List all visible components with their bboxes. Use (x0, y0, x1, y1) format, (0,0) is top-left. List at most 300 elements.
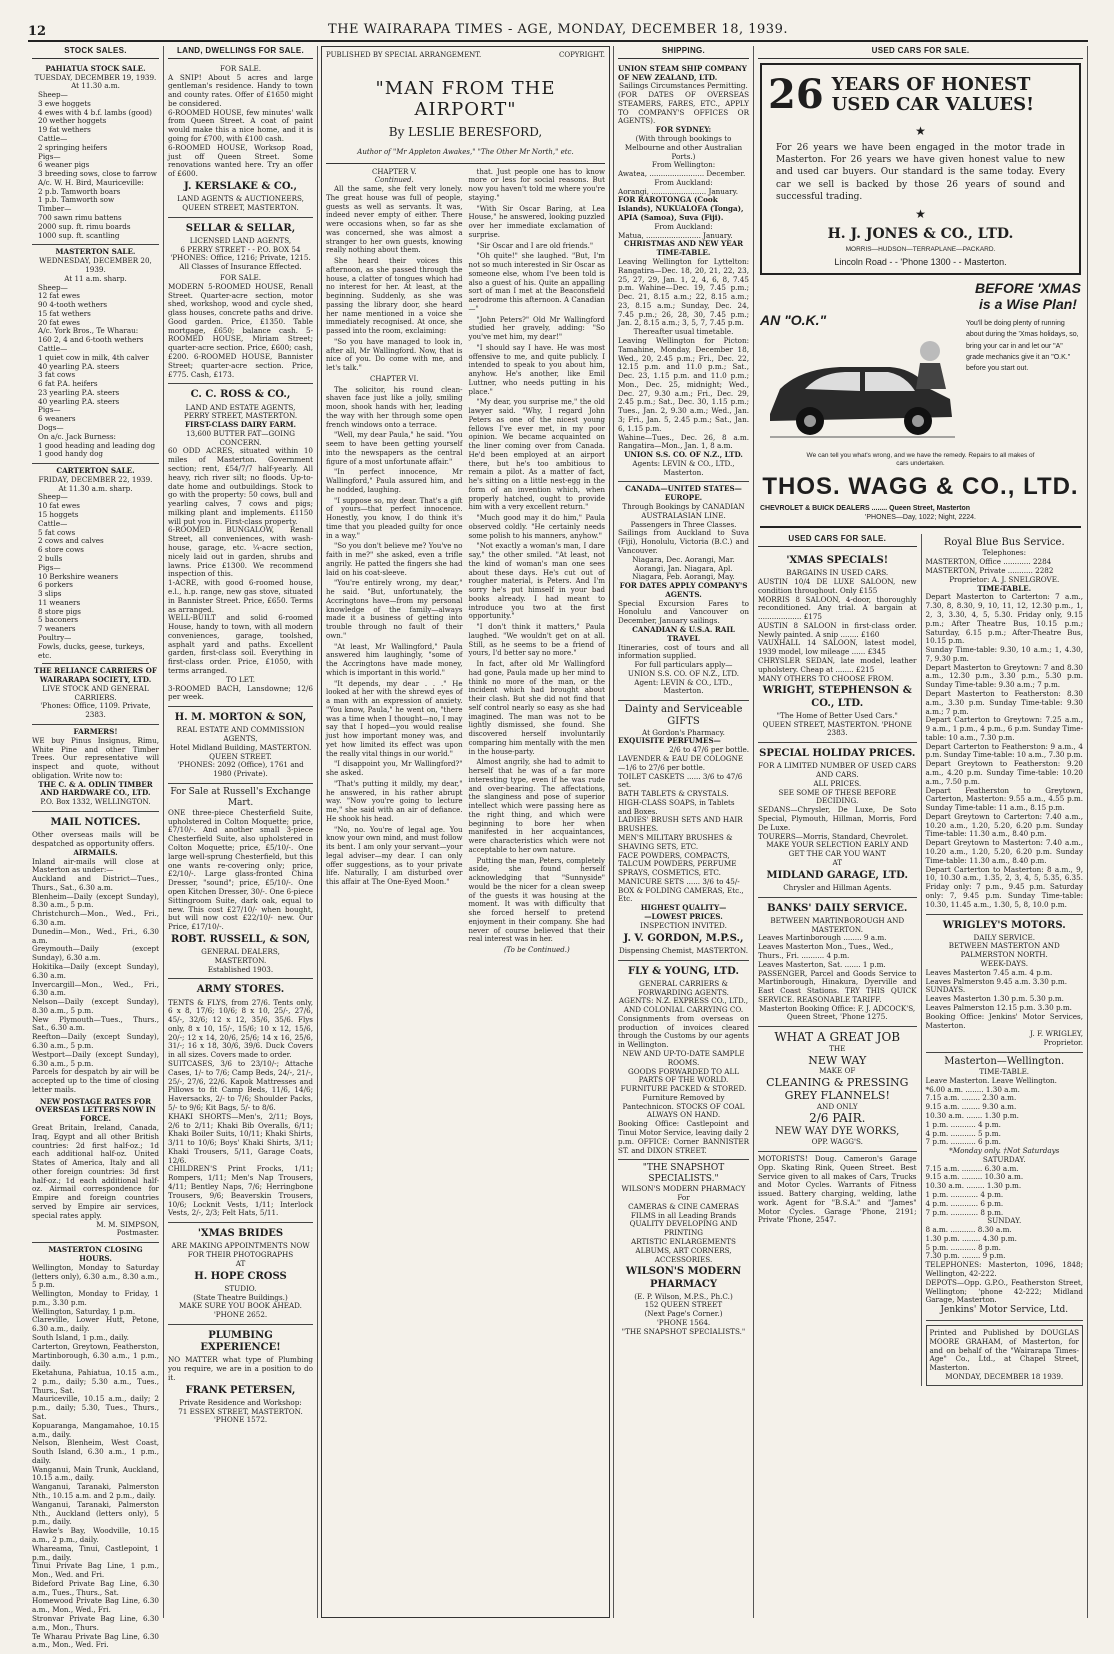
lot-item: Pigs— (38, 151, 61, 161)
lot-item: 40 yearling P.A. steers (38, 396, 120, 406)
ad-date: TUESDAY, DECEMBER 19, 1939. (34, 72, 157, 82)
story-byline: By LESLIE BERESFORD, (388, 125, 543, 140)
ad-footer: Jenkins' Motor Service, Ltd. (940, 1305, 1069, 1316)
pahiatua-sale-ad (32, 62, 159, 246)
mw-row: *6.00 a.m. ........ 1.30 a.m. (925, 1084, 1020, 1094)
ad-title: PLUMBING EXPERIENCE! (200, 1329, 281, 1354)
gift-item: LADIES' BRUSH SETS AND HAIR BRUSHES. (618, 815, 743, 834)
lot-item: 4 ewes with 4 b.f. lambs (good) (38, 107, 152, 117)
story-columns (326, 163, 605, 955)
ad-line: MAKE YOUR SELECTION EARLY AND GET THE CAR YOU WANT (766, 840, 909, 859)
ad-body: KHAKI SHORTS—Men's, 2/11; Boys, 2/6 to 2/11; Khaki Bib Overalls, 6/11; Khaki Boiler Suits, 10/11; Khaki Shirts, 3/11 to 10/6; Boys' Khaki Shirts, 3/11; Khaki Trousers, 5/11, Garage Coats, 12/6. (168, 1111, 313, 1165)
ad-booking: Masterton Booking Office: F. J. ADCOCK'S, Queen Street, 'Phone 1275. (759, 1003, 916, 1022)
ad-line: AT (832, 857, 843, 867)
ad-tell: We can tell you what's wrong, and we have the remedy. Repairs to all makes of cars undertaken. (806, 452, 1035, 468)
timetable-row: Sunday Time-table: 9.30, 10 a.m.; 1, 4.30, 7, 9.30 p.m. (925, 645, 1083, 663)
lot-list (32, 91, 159, 240)
story-paragraph: "I suppose so, my dear. That's a gift of yours—that perfect innocence. Honestly, you know, I do think it's time that you pleaded guilty for once in a way." (326, 496, 463, 540)
ad-proprietor: Proprietor: A. J. SNELGROVE. (949, 574, 1060, 584)
reliance-title: THE RELIANCE CARRIERS OF WAIRARAPA SOCIETY, LTD. (34, 666, 157, 685)
mail-item: Blenheim—Daily (except Sunday), 8.30 a.m., 5 p.m. (32, 891, 159, 910)
sun-row: 7.30 p.m. ........ 9 p.m. (925, 1251, 1006, 1261)
ad-body: Booking Office: Castlepoint and Tinui Motor Service, leaving daily 2 p.m. OFFICE: Corner BANNISTER ST. and DIXON STREET. (618, 1119, 749, 1155)
jones-ad (760, 63, 1081, 276)
snap-item: CAMERAS & CINE CAMERAS (628, 1201, 739, 1211)
ad-title: WRIGLEY'S MOTORS. (942, 919, 1066, 931)
listing: 1-ACRE, with good 6-roomed house, e.l., h.p. range, new gas stove, situated in Bannister Street. Price, £650. Terms as arranged. (168, 578, 313, 614)
dealer-sub: Chrysler and Hillman Agents. (783, 882, 892, 892)
ad-firm: THE C. & A. ODLIN TIMBER AND HARDWARE CO., LTD. (38, 779, 153, 798)
column-shipping (614, 46, 754, 1618)
timetable-row: Depart Masterton to Greytown: 7 and 8.30 a.m., 12.30 p.m., 3.30 p.m., 5.30 p.m. Sunday Time-table: 9.30 a.m.; 7 p.m. (925, 662, 1083, 690)
lot-item: A/c. York Bros., Te Wharau: (38, 326, 139, 336)
lot-item: 5 fat cows (38, 527, 76, 537)
russell-ad (168, 784, 313, 979)
pharmacy-address: 152 QUEEN STREET (644, 1300, 723, 1310)
agent-sub: REAL ESTATE AND COMMISSION AGENTS, (176, 725, 305, 744)
dealer-address: QUEEN STREET, MASTERTON. 'PHONE 2383. (762, 719, 912, 738)
ad-at: AT (235, 1258, 246, 1268)
postage-title: NEW POSTAGE RATES FOR OVERSEAS LETTERS NOW IN FORCE. (35, 1096, 156, 1124)
closing-item: Wanganui, Main Trunk, Auckland, 10.15 a.m., daily. (32, 1464, 159, 1483)
lot-item: 1 quiet cow in milk, 4th calver (38, 352, 149, 362)
section-heading: SHIPPING. (618, 46, 749, 59)
sun-row: 5 p.m. ........... 8 p.m. (925, 1242, 1001, 1252)
lot-item: 2 springing heifers (38, 142, 108, 152)
from-label: From Wellington: (651, 160, 716, 170)
listing: 3-ROOMED BACH, Lansdowne; 12/6 per week. (168, 683, 313, 702)
closing-hours (32, 1243, 159, 1654)
ad-title: Royal Blue Bus Service. (943, 537, 1065, 549)
story-paragraphs (326, 185, 463, 373)
pharmacy-next: (Next Page's Corner.) (644, 1309, 723, 1319)
mail-item: Dunedin—Mon., Wed., Fri., 6.30 a.m. (32, 926, 159, 945)
story-paragraph: that. Just people one has to know more or less for social reasons. But now you haven't told me where you're staying." (468, 167, 605, 202)
dealer-phones: 'PHONES—Day, 1022; Night, 2224. (865, 513, 976, 521)
closing-item: Wellington, Saturday, 1 p.m. (32, 1306, 136, 1316)
ad-title: PAHIATUA STOCK SALE. (45, 63, 146, 73)
lot-list (32, 284, 159, 460)
ad-note: *Monday only. †Not Saturdays (949, 1146, 1060, 1156)
closing-item: Te Wharau Private Bag Line, 6.30 a.m., Mon., Wed. Fri. (32, 1631, 159, 1650)
lot-item: Cattle— (38, 343, 68, 353)
snap-item: QUALITY DEVELOPING AND PRINTING (629, 1219, 738, 1238)
midland-ad (758, 743, 917, 898)
xmas-brides-ad (168, 1223, 313, 1325)
agent-name: SELLAR & SELLAR, (185, 222, 296, 234)
farmers-ad (32, 725, 159, 812)
tel-row: MASTERTON, Office ............ 2284 (925, 557, 1052, 567)
agent-address: 6 PERRY STREET - - P.O. BOX 54 (180, 244, 301, 254)
sellar-ad (168, 218, 313, 385)
mail-intro: Other overseas mails will be despatched as opportunity offers. (32, 830, 159, 848)
timetable-text: Leaving Wellington for Lyttelton: Rangatira—Dec. 18, 20, 21, 22, 23, 25, 27, 29, Jan. 1, 2, 4, 6, 8, 7.45 p.m. Wahine—Dec. 19, 7.45 p.m.; Dec. 21, 8.15 a.m.; 22, 8.15 a.m.; 23, 8.15 a.m.; Sunday, Dec. 24, 7.45 p.m.; 26, 28, 30, 7.45 p.m.; Jan. 2, 8.15 a.m.; 3, 5, 7, 7.45 p.m. (618, 256, 749, 328)
banks-row: Leaves Masterton Mon., Tues., Wed., Thurs., Fri. .......... 4 p.m. (758, 942, 894, 960)
banks-row: Leaves Martinborough ........ 9 a.m. (758, 933, 887, 943)
years-number: 26 (768, 70, 824, 118)
agent-address: Hotel Midland Building, MASTERTON. QUEEN STREET. (169, 742, 312, 761)
ad-line: CLEANING & PRESSING GREY FLANNELS! (766, 1075, 909, 1103)
sat-rows (926, 1165, 1084, 1218)
rail-text: Itineraries, cost of tours and all information supplied. (618, 642, 749, 661)
agent-phone: 'PHONES: Office, 1216; Private, 1215. (170, 253, 311, 263)
lot-item: 10 Berkshire weaners (38, 571, 119, 581)
sun-rows (926, 1226, 1084, 1261)
masterton-sale-ad (32, 245, 159, 464)
rail-text: For full particulars apply— (634, 660, 733, 670)
mw-row: 7 p.m. ........... 6 p.m. (925, 1137, 1001, 1147)
ad-sig-role: Proprietor. (1043, 1038, 1083, 1048)
lot-item: 2000 sup. ft. rimu boards (38, 221, 131, 231)
lot-item: 1 good heading and leading dog (38, 440, 156, 450)
dealer-name: MIDLAND GARAGE, LTD. (766, 869, 908, 881)
mail-item: New Plymouth—Tues., Thurs., Sat., 6.30 a.m. (32, 1014, 159, 1033)
ad-title: 'XMAS SPECIALS! (786, 555, 889, 567)
page-number: 12 (28, 24, 47, 39)
wrigley-rows (926, 969, 1084, 1013)
ad-time: At 11 a.m. sharp. (64, 273, 127, 283)
serial-story (321, 46, 610, 1618)
item-heading: EXQUISITE PERFUMES— (618, 736, 721, 746)
for-sale-ad (168, 62, 313, 218)
gordon-pharmacy-ad (618, 701, 749, 960)
new-way-ad (758, 1027, 917, 1152)
dealer-makes: MORRIS—HUDSON—TERRAPLANE—PACKARD. (845, 245, 996, 253)
lot-item: Cattle— (38, 518, 68, 528)
banks-rows (758, 934, 917, 969)
ad-sub: TIME-TABLE. (979, 1067, 1030, 1077)
wright-ad (758, 550, 917, 743)
closing-item: Stronvar Private Bag Line, 6.30 a.m., Mon., Thurs. (32, 1613, 159, 1632)
story-paragraph: "My dear, you surprise me," the old lawyer said. "Why, I regard John Peters as one of the nicest young fellows I've ever met, in my poor opinion. We became acquainted on the liner coming over from Canada. He'd been employed at an airport there, but he's too ambitious to remain a pilot. As a matter of fact, he's sitting on a little nest-egg in the form of an invention which, when properly hatched, ought to provide him with a very excellent return." (468, 398, 605, 512)
26-years-banner (768, 71, 1073, 120)
listing: 60 ODD ACRES, situated within 10 miles of Masterton. Government section; rent, £54/7/7 half-yearly. All heavy, rich river silt; no floods. Up-to-date home and outbuildings. Stock to go with the property: 50 cows, bull and yearling calves, 7 cows and pigs; milking plant and implements. £1150 will put you in. First-class property. (168, 446, 313, 526)
mail-airmails: AIRMAILS. (73, 847, 118, 857)
studio-name: H. HOPE CROSS (194, 1270, 287, 1282)
agent-note: All Classes of Insurance Effected. (179, 262, 302, 272)
dealer-address: MASTERTON. (214, 955, 267, 965)
to-be-continued: (To be Continued.) (503, 946, 570, 955)
pharmacy-name: WILSON'S MODERN PHARMACY (625, 1266, 742, 1290)
route-text: Special Excursion Fares to Honolulu and Vancouver on December, January sailings. (618, 598, 749, 626)
timetable-row: Depart Carterton to Featherston: 9 a.m., 4 p.m. Sunday Time-table: 10 a.m., 7.30 p.m. (925, 741, 1083, 760)
quality-label: HIGHEST QUALITY— (640, 903, 727, 913)
lot-item: 6 porkers (38, 580, 73, 590)
lot-item: 7 weaners (38, 624, 76, 634)
story-paragraph: "In perfect innocence, Mr Wallingford," Paula assured him, and he nodded, laughing. (326, 468, 463, 494)
copyright-label: COPYRIGHT. (558, 51, 605, 59)
ad-price: 2/6 PAIR. (809, 1111, 866, 1126)
car-item: MANY OTHERS TO CHOOSE FROM. (758, 673, 894, 683)
route-sub: (With through bookings to Melbourne and other Australian Ports.) (624, 134, 743, 161)
gift-item: MANICURE SETS ...... 3/6 to 45/- (618, 876, 740, 886)
gift-item: MEN'S MILITARY BRUSHES & SHAVING SETS, ETC. (618, 832, 733, 851)
agent-name: H. M. MORTON & SON, (174, 712, 307, 724)
ship-list (618, 556, 749, 582)
lot-item: 5 baconers (38, 615, 79, 625)
lot-item: 1 good handy dog (38, 449, 104, 459)
closing-item: South Island, 1 p.m., daily. (32, 1332, 129, 1342)
story-paragraph: She heard their voices this afternoon, as she passed through the house, a clatter of tongues which had no interest for her. At least, at the beginning. Suddenly, as she was passing the library door, she heard her name mentioned in a voice she immediately recognised. At once, she passed into the room, exclaiming: (326, 257, 463, 336)
lot-item: 10 fat ewes (38, 501, 80, 511)
ad-line: FURNITURE PACKED & STORED. (620, 1084, 747, 1094)
ad-body: CHILDREN'S Print Frocks, 1/11; Rompers, 1/11; Men's Nap Trousers, 4/11; Bentley Naps, 7/6; Herringbone Trousers, 9/6; Beaverskin Trousers, 10/6; Locknit Vests, 1/11; Interlock Vests, 2/-, 2/3; Felt Hats, 5/11. (168, 1164, 313, 1218)
ad-body: PASSENGER, Parcel and Goods Service to Martinborough, Hinakura, Dyerville and East Coast Stations. TRY THIS QUICK SERVICE. REASONABLE TARIFF. (758, 968, 917, 1004)
wrigley-row: Leaves Palmerston 12.15 p.m. 3.30 p.m. (925, 1002, 1072, 1012)
ad-depots: DEPOTS—Opp. G.P.O., Featherston Street, Wellington; 'phone 42-222; Midland Garage, Masterton. (925, 1277, 1083, 1305)
mail-list (32, 875, 159, 1068)
agent-sub: LICENSED LAND AGENTS, (189, 235, 292, 245)
sat-row: 7 p.m. ............ 8 p.m. (925, 1207, 1004, 1217)
car-item: VAUXHALL 14 SALOON, latest model, 1939 model, low mileage ...... £345 (758, 638, 917, 657)
lot-item: 90 4-tooth wethers (38, 300, 108, 310)
story-paragraph: In fact, after old Mr Wallingford had gone, Paula made up her mind to think no more of the man, or the incident which had brought about their clash. But she did not find that self control nearly so easy as she had imagined. The man was not to be lightly dismissed, she found. She discovered herself involuntarily comparing him mentally with the men in the house-party. (468, 660, 605, 756)
ad-title: CARTERTON SALE. (56, 466, 135, 476)
ad-line: GOODS FORWARDED TO ALL PARTS OF THE WORLD. (627, 1066, 740, 1085)
story-paragraph: "Well, my dear Paula," he said. "You seem to have been getting yourself into the newspapers as the central figure of a most unfortunate affair." (326, 431, 463, 466)
ad-sub: BARGAINS IN USED CARS. (786, 568, 889, 578)
dealer-name: H. J. JONES & CO., LTD. (827, 225, 1014, 242)
lot-item: Pigs— (38, 405, 61, 415)
agent-name: J. KERSLAKE & CO., (184, 180, 297, 192)
masterton-wellington-ad (926, 1053, 1084, 1321)
for-sale-label: FOR SALE. (220, 272, 261, 282)
dealer-address: Lincoln Road - - 'Phone 1300 - - Masterton. (834, 256, 1007, 267)
item-price: 2/6 to 47/6 per bottle. (669, 745, 749, 755)
ad-line: SEE SOME OF THESE BEFORE DECIDING. (778, 787, 896, 806)
studio-note: MAKE SURE YOU BOOK AHEAD. (179, 1301, 302, 1311)
story-paragraph: "So you have managed to look in, after all, Mr Wallingford. Now, that is nice of you. Do come with me, and let's talk." (326, 337, 463, 373)
reliance-phones: 'Phones: Office, 1109. Private, 2383. (40, 701, 151, 720)
pharmacy-sub: (E. P. Wilson, M.P.S., Ph.C.) (634, 1291, 733, 1301)
gift-item: TOILET CASKETS ...... 3/6 to 47/6 set. (618, 771, 743, 790)
ad-title: For Sale at Russell's Exchange Mart. (170, 786, 311, 808)
lot-item: Cattle— (38, 134, 68, 143)
closing-item: Carterton, Greytown, Featherston, Martinborough, 6.30 a.m., 1 p.m., daily. (32, 1341, 159, 1369)
lot-item: 2 cows and calves (38, 536, 104, 546)
timetable-row: Depart Masterton to Carterton: 7 a.m., 7.30, 8, 8.30, 9, 10, 11, 12, 12.30 p.m., 1, 2, 3, 3.30, 4, 5, 5.30. Friday only, 9.15 p.m.; After Theatre Bus, 10.15 p.m.; Saturday, 6.15 p.m.; After-Theatre Bus, 10.15 p.m. (925, 592, 1083, 646)
army-stores-ad (168, 979, 313, 1223)
mail-inland: Inland air-mails will close at Masterton as under:— (32, 856, 159, 875)
dealer-sub: OPP. WAGG'S. (811, 1137, 863, 1147)
ad-line: NEW AND UP-TO-DATE SAMPLE ROOMS. (622, 1048, 745, 1067)
lot-item: Sheep— (38, 90, 68, 100)
route-heading: FOR SYDNEY: (655, 125, 712, 135)
timetable-row: Depart Carterton to Greytown: 7.25 a.m., 9 a.m., 1 p.m., 4 p.m., 6 p.m. Sunday Time-table: 10 a.m., 7.30 p.m. (925, 715, 1083, 742)
years-text: YEARS OF HONEST USED CAR VALUES! (831, 74, 1035, 116)
company-sig: UNION S.S. CO. OF N.Z., LTD. (624, 450, 743, 460)
mw-row: 1 p.m. ........... 4 p.m. (925, 1119, 1001, 1129)
ad-sub: WILSON'S MODERN PHARMACY (621, 1184, 746, 1194)
sun-row: 8 a.m. ........... 8.30 a.m. (925, 1225, 1012, 1235)
story-paragraph: "You're entirely wrong, my dear," he said. "But, unfortunately, the Accringtons have—from my personal knowledge of the family—always made it a business of getting into trouble through no fault of their own." (326, 579, 463, 640)
snap-item: FILMS in all Leading Brands (630, 1210, 737, 1220)
ad-body: SUITCASES, 3/6 to 23/10/-; Attache Cases, 1/- to 7/6; Camp Beds, 24/-, 21/-, 25/-, 27/6, 22/6. Kapok Mattresses and Pillows to fit Camp Beds, 11/6, 14/6; Haversacks, 2/- to 7/6; Shoulder Packs, 5/- to 9/6; Kit Bags, 5/- to 8/6. (168, 1059, 313, 1112)
ad-title: FOR SALE. (220, 63, 261, 73)
listing-head: 13,600 BUTTER FAT—GOING CONCERN. (185, 428, 296, 447)
ad-title: MASTERTON CLOSING HOURS. (48, 1245, 143, 1263)
story-paragraph: "I disappoint you, Mr Wallingford?" she asked. (326, 760, 463, 778)
ad-time: At 11.30 a.m. (71, 81, 120, 91)
banks-ad (758, 898, 917, 1028)
ad-agents: AGENTS: N.Z. EXPRESS CO., LTD., AND COLONIAL CARRYING CO. (618, 996, 749, 1015)
ad-line: NEW WAY (808, 1053, 867, 1067)
dealer-sub: "The Home of Better Used Cars." (776, 710, 898, 720)
snap-item: ALBUMS, ART CORNERS, ACCESSORIES. (635, 1245, 732, 1264)
ad-title: "THE SNAPSHOT SPECIALISTS." (642, 1163, 725, 1185)
column-stock-sales (28, 46, 164, 1650)
ship-row: Aorangi, Jan. Niagara, Apl. (634, 563, 733, 573)
closing-item: Clareville, Lower Hutt, Petone, 6.30 a.m., daily. (32, 1315, 159, 1334)
story-paragraph: "I don't think it matters," Paula laughed. "We wouldn't get on at all. Still, as he seems to be a friend of yours, I'd better say no more." (468, 623, 605, 658)
story-paragraph: All the same, she felt very lonely. The great house was full of people, guests as well as servants. It was, indeed never empty of either. There were occasions when, so far as she was concerned, she was almost a stranger to her own guests, knowing really nothing about them. (326, 185, 463, 255)
lot-item: 20 wether hoggets (38, 116, 107, 126)
pharmacy-tag: "THE SNAPSHOT SPECIALISTS." (621, 1326, 746, 1336)
timetable-row: Depart Featherston to Greytown, Carterton, Masterton: 9.55 a.m., 4.55 p.m. Sunday Time-table: 11 a.m., 8.15 p.m. (925, 785, 1083, 813)
section-heading: LAND, DWELLINGS FOR SALE. (168, 46, 313, 59)
lot-item: 12 fat ewes (38, 291, 80, 301)
story-paragraph: "I should say I have. He was most offensive to me, and quite publicly. I intended to speak to you about him, anyhow. He's another, like Emil Luttner, who needs putting in his place." (468, 343, 605, 396)
wrigley-row: Leaves Masterton 7.45 a.m. 4 p.m. (925, 967, 1053, 977)
listing-head: FIRST-CLASS DAIRY FARM. (184, 420, 297, 430)
agent-sub: LAND AGENTS & AUCTIONEERS, (177, 194, 304, 204)
timetable-heading: TIME-TABLE. (977, 583, 1032, 593)
story-paragraph: "At least, Mr Wallingford," Paula answered him laughingly, "some of the Accringtons have made money, which is important in this world." (326, 642, 463, 677)
lot-item: 3 fat cows (38, 370, 76, 380)
ad-sub: SUNDAY. (987, 1216, 1022, 1226)
fly-young-ad (618, 961, 749, 1161)
sat-row: 7.15 a.m. ......... 6.30 a.m. (925, 1163, 1019, 1173)
plumber-address: 71 ESSEX STREET, MASTERTON. (178, 1406, 303, 1416)
column-used-cars (754, 46, 1088, 1618)
ad-line: ALL PRICES. (813, 778, 862, 788)
lot-item: Dogs— (38, 423, 64, 432)
lot-item: 40 yearling P.A. steers (38, 361, 120, 371)
ad-title: SPECIAL HOLIDAY PRICES. (759, 748, 916, 760)
lot-item: Sheep— (38, 492, 68, 502)
company-agents: Agents: LEVIN & CO., LTD., Masterton. (632, 458, 735, 477)
lot-item: 3 ewe hoggets (38, 98, 91, 108)
lot-item: 19 fat wethers (38, 125, 91, 135)
company-sub: Sailings Circumstances Permitting. (619, 81, 748, 91)
used-cars-right (921, 534, 1088, 1386)
sailing-row: Awatea, ........................ December. (618, 169, 746, 179)
chemist-name: J. V. GORDON, M.P.S., (623, 932, 744, 944)
lot-item: 11 weaners (38, 597, 81, 607)
mail-notices (32, 812, 159, 1243)
closing-item: Wellington, Monday to Saturday (letters only), 6.30 a.m., 8.30 a.m., 5 p.m. (32, 1262, 159, 1290)
sun-row: 1.30 p.m. ........ 4.30 p.m. (925, 1233, 1017, 1243)
lot-item: 6 weaner pigs (38, 160, 90, 170)
car-item: AUSTIN 10/4 DE LUXE SALOON, new condition throughout. Only £155 (758, 577, 917, 595)
section-heading: STOCK SALES. (32, 46, 159, 59)
listing: 6-ROOMED HOUSE, few minutes' walk from Queen Street. A coat of paint would make this a nice home, and it is going for £700, with £100 cash. (168, 107, 313, 143)
agent-name: C. C. ROSS & CO., (190, 389, 291, 401)
gift-item: BOX & FOLDING CAMERAS, Etc., Etc. (618, 885, 744, 904)
postmaster-name: M. M. SIMPSON, (96, 1219, 159, 1229)
lot-item: 2 p.b. Tamworth boars (38, 186, 121, 196)
lot-item: 15 fat wethers (38, 308, 91, 318)
timetable-note: Thereafter usual timetable. (633, 327, 734, 337)
royal-blue-ad (926, 534, 1084, 914)
gift-item: FACE POWDERS, COMPACTS, (618, 850, 730, 860)
closing-item: Whareama, Tinui, Castlepoint, 1 p.m., daily. (32, 1543, 159, 1562)
ad-sub: GENERAL CARRIERS & FORWARDING AGENTS. (638, 978, 729, 997)
wrigley-row: Leaves Masterton 1.30 p.m. 5.30 p.m. (925, 994, 1064, 1004)
ad-title: WHAT A GREAT JOB (774, 1030, 901, 1045)
ad-body: WE buy Pinus Insignus, Rimu, White Pine and other Timber Trees. Our representative will inspect and quote, without obligation. Write now to: (32, 735, 159, 780)
dealer-name: NEW WAY DYE WORKS, (775, 1126, 900, 1137)
mail-item: Christchurch—Mon., Wed., Fri., 6.30 a.m. (32, 909, 159, 928)
sat-row: 4 p.m. ............ 6 p.m. (925, 1198, 1004, 1208)
from-label: From Auckland: (654, 221, 713, 231)
listing: MODERN 5-ROOMED HOUSE, Renall Street. Quarter-acre section, motor shed, workshop, wood and cycle shed, glass houses, concrete paths and drive. Good garden. Price, £1350. Table mortgage, £650; balance cash. 5-ROOMED HOUSE, Miriam Street; quarter-acre section. Price, £600; cash, £200. 6-ROOMED HOUSE, Bannister Street; quarter-acre section. Price, £775. Cash, £173. (168, 281, 313, 379)
gift-list (618, 755, 749, 904)
studio-phone: 'PHONE 2652. (213, 1310, 268, 1320)
ad-sub: BETWEEN MASTERTON AND PALMERSTON NORTH. (948, 941, 1060, 960)
mail-item: Nelson—Daily (except Sunday), 8.30 a.m., 5 p.m. (32, 997, 159, 1015)
mail-note: Parcels for despatch by air will be accepted up to the time of closing letter mails. (32, 1067, 159, 1094)
plumber-sub: Private Residence and Workshop: (179, 1397, 302, 1407)
closing-item: Wanganui, Taranaki, Palmerston Nth., 10.15 a.m. and 2 p.m., daily. (32, 1482, 159, 1501)
timetable-row: Depart Greytown to Carterton: 7.40 a.m., 10.20 a.m., 1.20, 5.20, 6.20 p.m. Sunday Time-table: 11.30 a.m., 8.40 p.m. (925, 811, 1083, 839)
story-title: "MAN FROM THE AIRPORT" (375, 77, 556, 121)
listing: 6-ROOMED HOUSE, Worksop Road, just off Queen Street. Some renovations wanted here. Try an offer of £600. (168, 142, 313, 179)
timetable-row: Depart Carterton to Masterton: 8 a.m., 9, 10, 10.30 a.m., 1.35, 2, 3, 4, 5, 5.35, 6.35. Friday only: 7 p.m., 9.45 p.m. Saturday only: 7, 9.45 p.m. Sunday Time-table: 10.30, 11.45 a.m., 1.30, 5, 8, 10.0 p.m. (925, 864, 1083, 909)
sailing-row: Aorangi, ........................ January. (618, 186, 738, 196)
route-note: FOR DATES APPLY COMPANY'S AGENTS. (619, 581, 748, 599)
mail-item: Hokitika—Daily (except Sunday), 6.30 a.m. (32, 961, 159, 980)
agent-sub: LAND AND ESTATE AGENTS, (185, 402, 296, 412)
story-paragraph: "Sir Oscar and I are old friends." (476, 241, 594, 250)
rail-heading: CANADIAN & U.S.A. RAIL TRAVEL (632, 624, 735, 643)
route-note: Passengers in Three Classes. (630, 519, 737, 529)
story-paragraph: "It depends, my dear . . ." He looked at her with the shrewd eyes of a man with an expression of anxiety. "You know, Paula," he went on, "there was a time when I thought—no, I may say that I hoped—you would realise just how important money was, and yet how limited its effect was upon the really vital things in our world." (326, 679, 463, 758)
carterton-sale-ad (32, 464, 159, 725)
ad-sig: J. F. WRIGLEY, (1030, 1029, 1083, 1039)
lot-item: Poultry— (38, 632, 72, 642)
section-heading: USED CARS FOR SALE. (758, 46, 1083, 59)
lot-item: 20 fat ewes (38, 317, 80, 327)
banks-row: Leaves Masterton, Sat. ....... 1 p.m. (758, 959, 886, 969)
ad-body: Consignments from overseas on production of invoices cleared through the Customs by our agents in Wellington. (618, 1013, 749, 1050)
ad-date: FRIDAY, DECEMBER 22, 1939. (38, 474, 153, 484)
closing-item: Wellington, Monday to Friday, 1 p.m., 3.30 p.m. (32, 1289, 159, 1307)
ad-line: MAKE OF (819, 1066, 856, 1075)
wrigley-row: Leaves Palmerston 9.45 a.m. 3.30 p.m. (925, 976, 1068, 986)
mw-row: 10.30 a.m. ....... 1.30 p.m. (925, 1110, 1019, 1120)
story-paragraph: "With Sir Oscar Baring, at Lea House," he answered, looking puzzled over her immediate exclamation of surprise. (468, 204, 605, 239)
lot-item: 6 fat P.A. heifers (38, 379, 98, 389)
lot-item: 2 bulls (38, 553, 63, 563)
ship-row: Niagara, Dec. Aorangi, Mar. (632, 554, 735, 564)
story-paragraphs (469, 168, 606, 945)
closing-item: Eketahuna, Pahiatua, 10.15 a.m., 2 p.m., daily; 5.30 a.m., Tues., Thurs., Sat. (32, 1368, 159, 1395)
closing-item: Kopuaranga, Mangamahoe, 10.15 a.m., daily. (32, 1420, 159, 1439)
story-col-2 (469, 168, 606, 955)
listing: 6-ROOMED BUNGALOW, Renall Street, all conveniences, with wash-house, garage, etc. ¼-acre section, nicely laid out in garden, shrubs and lawns. Price £1300. We recommend inspection of this. (168, 525, 313, 579)
plumbing-ad (168, 1325, 313, 1429)
table-header: Leave Masterton. Leave Wellington. (925, 1075, 1057, 1085)
story-paragraph: "Not exactly a woman's man, I dare say," the other smiled. "At least, not the kind of woman's man one sees about these days. He's cut out of rougher material, is Peters. And I'm sorry he's put himself in your bad books already. I had meant to introduce you two at the first opportunity." (468, 542, 605, 621)
union-steam-ad (618, 62, 749, 483)
gift-item: LAVENDER & EAU DE COLOGNE—1/6 to 27/6 per bottle. (618, 753, 744, 772)
plumber-name: FRANK PETERSEN, (185, 1384, 296, 1396)
column-story (318, 46, 614, 1618)
wrigley-row: SUNDAYS. (925, 985, 966, 995)
postmaster-role: Postmaster. (116, 1228, 159, 1238)
wrigley-ad (926, 915, 1084, 1053)
